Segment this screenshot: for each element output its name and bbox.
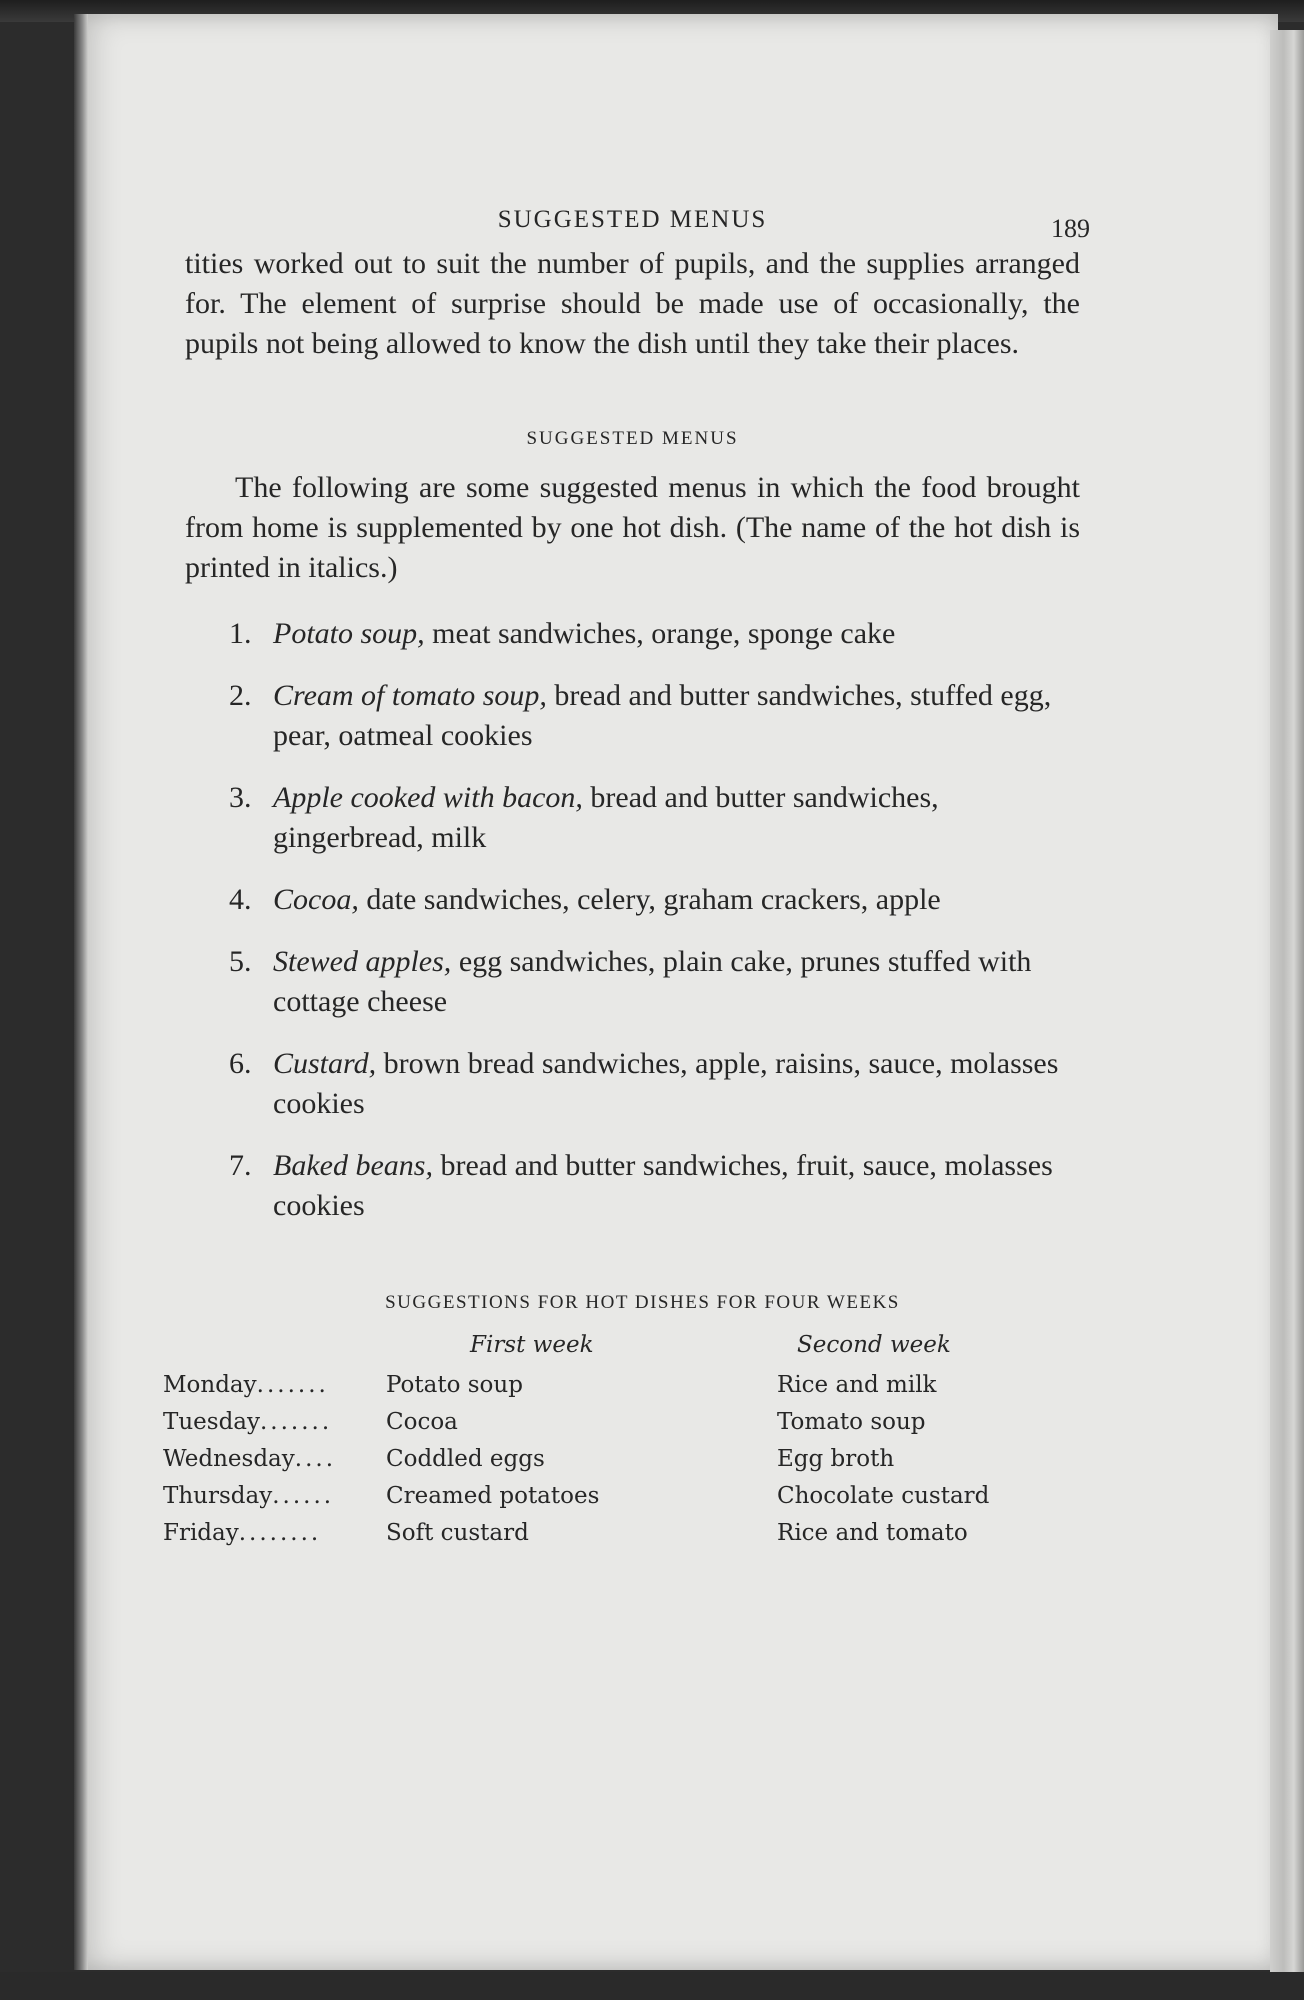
menu-item [185, 778, 1080, 858]
second-week-header: Second week [797, 1332, 951, 1358]
leader-dots: .... [294, 1446, 337, 1472]
table-row [163, 1483, 1083, 1519]
first-week-dish: Soft custard [386, 1520, 529, 1546]
second-week-dish: Rice and milk [777, 1372, 937, 1398]
menu-accompaniments: bread and butter sandwiches, fruit, sauce, molasses cookies [273, 1149, 1053, 1222]
menu-accompaniments: date sandwiches, celery, graham crackers, apple [358, 883, 941, 916]
hot-dish: Potato soup, [273, 617, 425, 650]
menu-number: 1. [229, 617, 252, 650]
leader-dots: ....... [260, 1409, 333, 1435]
running-head-title: SUGGESTED MENUS [497, 206, 768, 233]
paragraph-continued: tities worked out to suit the number of pupils, and the supplies arranged for. The element of surprise should be made use of occasionally, the pupils not being allowed to know the dish until they take their places. [185, 247, 1080, 360]
menu-accompaniments: bread and butter sandwiches, gingerbread, milk [273, 781, 939, 854]
day-cell [163, 1372, 329, 1398]
hot-dish: Stewed apples, [273, 945, 452, 978]
menu-number: 4. [229, 883, 252, 916]
menu-number: 7. [229, 1149, 252, 1182]
day-name: Monday [163, 1372, 257, 1398]
first-week-dish: Coddled eggs [386, 1446, 545, 1472]
day-name: Tuesday [163, 1409, 260, 1435]
scan-bottom-edge [0, 1972, 1304, 2000]
day-name: Wednesday [163, 1446, 295, 1472]
day-cell [163, 1446, 336, 1472]
hot-dish: Baked beans, [273, 1149, 433, 1182]
menu-item [185, 676, 1080, 756]
menu-number: 6. [229, 1047, 252, 1080]
hot-dish: Cocoa, [273, 883, 359, 916]
page-number: 189 [1051, 214, 1090, 243]
first-week-dish: Potato soup [386, 1372, 523, 1398]
table-row [163, 1372, 1083, 1408]
day-cell [163, 1409, 332, 1435]
second-week-dish: Chocolate custard [777, 1483, 990, 1509]
day-name: Thursday [163, 1483, 273, 1509]
menu-list [185, 614, 1080, 1226]
day-cell [163, 1483, 334, 1509]
running-head [185, 196, 1090, 244]
hot-dish: Custard, [273, 1047, 377, 1080]
menu-item [185, 1044, 1080, 1124]
page-stack-edge [1270, 30, 1304, 2000]
second-week-dish: Egg broth [777, 1446, 895, 1472]
menu-accompaniments: meat sandwiches, orange, sponge cake [424, 617, 896, 650]
table-row [163, 1409, 1083, 1445]
leader-dots: ........ [238, 1520, 322, 1546]
menu-item [185, 1146, 1080, 1226]
table-row [163, 1520, 1083, 1556]
hot-dishes-table [163, 1332, 1080, 1572]
day-name: Friday [163, 1520, 239, 1546]
first-week-dish: Cocoa [386, 1409, 458, 1435]
first-week-header: First week [470, 1332, 594, 1358]
hot-dishes-heading: SUGGESTIONS FOR HOT DISHES FOR FOUR WEEKS [385, 1292, 900, 1313]
leader-dots: ...... [272, 1483, 335, 1509]
menu-accompaniments: brown bread sandwiches, apple, raisins, sauce, molasses cookies [273, 1047, 1059, 1120]
menu-accompaniments: bread and butter sandwiches, stuffed egg, pear, oatmeal cookies [273, 679, 1052, 752]
menu-item [185, 880, 1080, 920]
hot-dish: Cream of tomato soup, [273, 679, 547, 712]
second-week-dish: Tomato soup [777, 1409, 926, 1435]
menus-intro-paragraph: The following are some suggested menus in which the food brought from home is supplemented by one hot dish. (The name of the hot dish is printed in italics.) [185, 471, 1080, 584]
menu-item [185, 942, 1080, 1022]
day-cell [163, 1520, 321, 1546]
menu-number: 5. [229, 945, 252, 978]
menu-accompaniments: egg sandwiches, plain cake, prunes stuffed with cottage cheese [273, 945, 1032, 1018]
table-row [163, 1446, 1083, 1482]
first-week-dish: Creamed potatoes [386, 1483, 600, 1509]
section-heading: SUGGESTED MENUS [526, 428, 739, 449]
page-content [163, 196, 1090, 1572]
second-week-dish: Rice and tomato [777, 1520, 968, 1546]
leader-dots: ....... [256, 1372, 329, 1398]
menu-number: 2. [229, 679, 252, 712]
hot-dish: Apple cooked with bacon, [273, 781, 583, 814]
menu-number: 3. [229, 781, 252, 814]
page-binding-shadow [74, 14, 88, 1970]
menu-item [185, 614, 1080, 654]
